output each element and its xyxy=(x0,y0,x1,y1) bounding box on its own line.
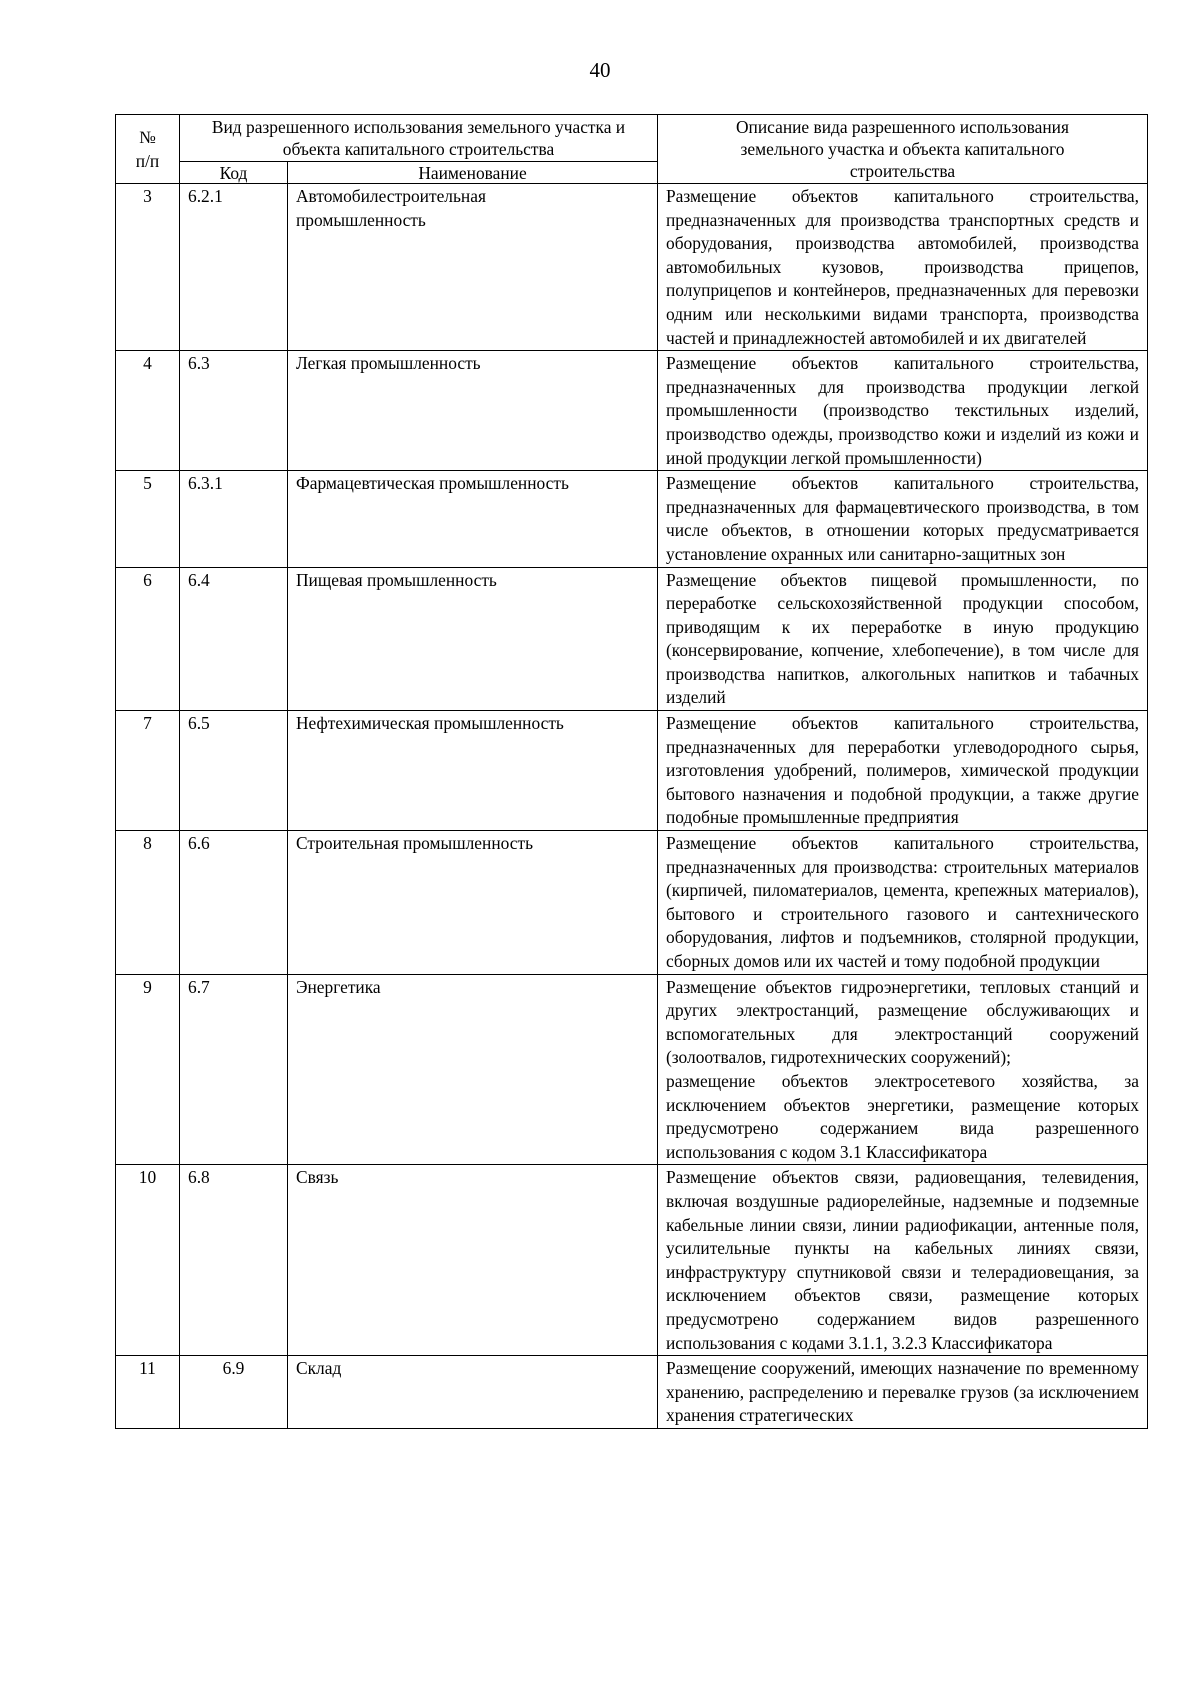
table-body xyxy=(116,184,1148,1429)
row-name: Энергетика xyxy=(288,974,658,1165)
row-number: 4 xyxy=(116,351,180,471)
description-paragraph: Размещение объектов капитального строительства, предназначенных для производства транспортных средств и оборудования, производства автомобилей, производства автомобильных кузовов, производства прицепов, полуприцепов и контейнеров, предназначенных для перевозки одним или несколькими видами транспорта, производства частей и принадлежностей автомобилей и их двигателей xyxy=(666,186,1139,348)
row-name: Связь xyxy=(288,1165,658,1356)
row-code: 6.2.1 xyxy=(180,184,288,351)
table-row xyxy=(116,1165,1148,1356)
table-row xyxy=(116,1356,1148,1429)
header-group: Вид разрешенного использования земельного участка и объекта капитального строительства xyxy=(180,115,658,162)
header-code: Код xyxy=(180,162,288,184)
description-paragraph: Размещение объектов пищевой промышленности, по переработке сельскохозяйственной продукции способом, приводящим к их переработке в иную продукцию (консервирование, копчение, хлебопечение), в том числе для производства напитков, алкогольных напитков и табачных изделий xyxy=(666,569,1139,708)
row-code: 6.8 xyxy=(180,1165,288,1356)
row-name: Склад xyxy=(288,1356,658,1429)
header-name: Наименование xyxy=(288,162,658,184)
row-name: Автомобилестроительная промышленность xyxy=(288,184,658,351)
description-paragraph: Размещение объектов капитального строительства, предназначенных для переработки углеводородного сырья, изготовления удобрений, полимеров, химической продукции бытового назначения и подобной продукции, а также другие подобные промышленные предприятия xyxy=(666,713,1139,828)
row-description xyxy=(658,351,1148,471)
header-description: Описание вида разрешенного использования земельного участка и объекта капитального строительства xyxy=(658,115,1148,184)
description-paragraph: Размещение объектов гидроэнергетики, тепловых станций и других электростанций, размещение обслуживающих и вспомогательных для электростанций сооружений (золоотвалов, гидротехнических сооружений); xyxy=(666,976,1139,1068)
row-number: 10 xyxy=(116,1165,180,1356)
description-paragraph: Размещение объектов связи, радиовещания, телевидения, включая воздушные радиорелейные, надземные и подземные кабельные линии связи, линии радиофикации, антенные поля, усилительные пункты на кабельных линиях связи, инфраструктуру спутниковой связи и телерадиовещания, за исключением объектов связи, размещение которых предусмотрено содержанием видов разрешенного использования с кодами 3.1.1, 3.2.3 Классификатора xyxy=(666,1167,1139,1353)
row-description xyxy=(658,711,1148,831)
row-name: Пищевая промышленность xyxy=(288,567,658,711)
row-number: 9 xyxy=(116,974,180,1165)
table-row xyxy=(116,974,1148,1165)
row-name: Нефтехимическая промышленность xyxy=(288,711,658,831)
row-number: 11 xyxy=(116,1356,180,1429)
description-paragraph: Размещение объектов капитального строительства, предназначенных для производства продукции легкой промышленности (производство текстильных изделий, производство одежды, производство кожи и изделий из кожи и иной продукции легкой промышленности) xyxy=(666,353,1139,468)
table-header xyxy=(116,115,1148,184)
land-use-table xyxy=(115,114,1148,1429)
row-number: 8 xyxy=(116,831,180,975)
description-paragraph: Размещение объектов капитального строительства, предназначенных для производства: строительных материалов (кирпичей, пиломатериалов, цемента, крепежных материалов), бытового и строительного газового и сантехнического оборудования, лифтов и подъемников, столярной продукции, сборных домов или их частей и тому подобной продукции xyxy=(666,833,1139,971)
row-description xyxy=(658,184,1148,351)
row-code: 6.3 xyxy=(180,351,288,471)
description-paragraph: размещение объектов электросетевого хозяйства, за исключением объектов энергетики, размещение которых предусмотрено содержанием вида разрешенного использования с кодом 3.1 Классификатора xyxy=(666,1070,1139,1162)
row-description xyxy=(658,471,1148,567)
header-num: № п/п xyxy=(116,115,180,184)
row-name: Легкая промышленность xyxy=(288,351,658,471)
row-description xyxy=(658,1356,1148,1429)
row-code: 6.7 xyxy=(180,974,288,1165)
row-code: 6.9 xyxy=(180,1356,288,1429)
row-code: 6.5 xyxy=(180,711,288,831)
description-paragraph: Размещение сооружений, имеющих назначение по временному хранению, распределению и перевалке грузов (за исключением хранения стратегических xyxy=(666,1358,1139,1426)
row-description xyxy=(658,567,1148,711)
row-number: 6 xyxy=(116,567,180,711)
row-number: 7 xyxy=(116,711,180,831)
table-row xyxy=(116,567,1148,711)
table-row xyxy=(116,831,1148,975)
row-description xyxy=(658,974,1148,1165)
row-code: 6.3.1 xyxy=(180,471,288,567)
table-row xyxy=(116,184,1148,351)
row-code: 6.6 xyxy=(180,831,288,975)
row-description xyxy=(658,1165,1148,1356)
row-description xyxy=(658,831,1148,975)
table-row xyxy=(116,471,1148,567)
row-name: Строительная промышленность xyxy=(288,831,658,975)
table-row xyxy=(116,351,1148,471)
description-paragraph: Размещение объектов капитального строительства, предназначенных для фармацевтического производства, в том числе объектов, в отношении которых предусматривается установление охранных или санитарно-защитных зон xyxy=(666,473,1139,564)
row-number: 3 xyxy=(116,184,180,351)
row-code: 6.4 xyxy=(180,567,288,711)
table-row xyxy=(116,711,1148,831)
row-name: Фармацевтическая промышленность xyxy=(288,471,658,567)
page-number: 40 xyxy=(589,58,611,82)
row-number: 5 xyxy=(116,471,180,567)
